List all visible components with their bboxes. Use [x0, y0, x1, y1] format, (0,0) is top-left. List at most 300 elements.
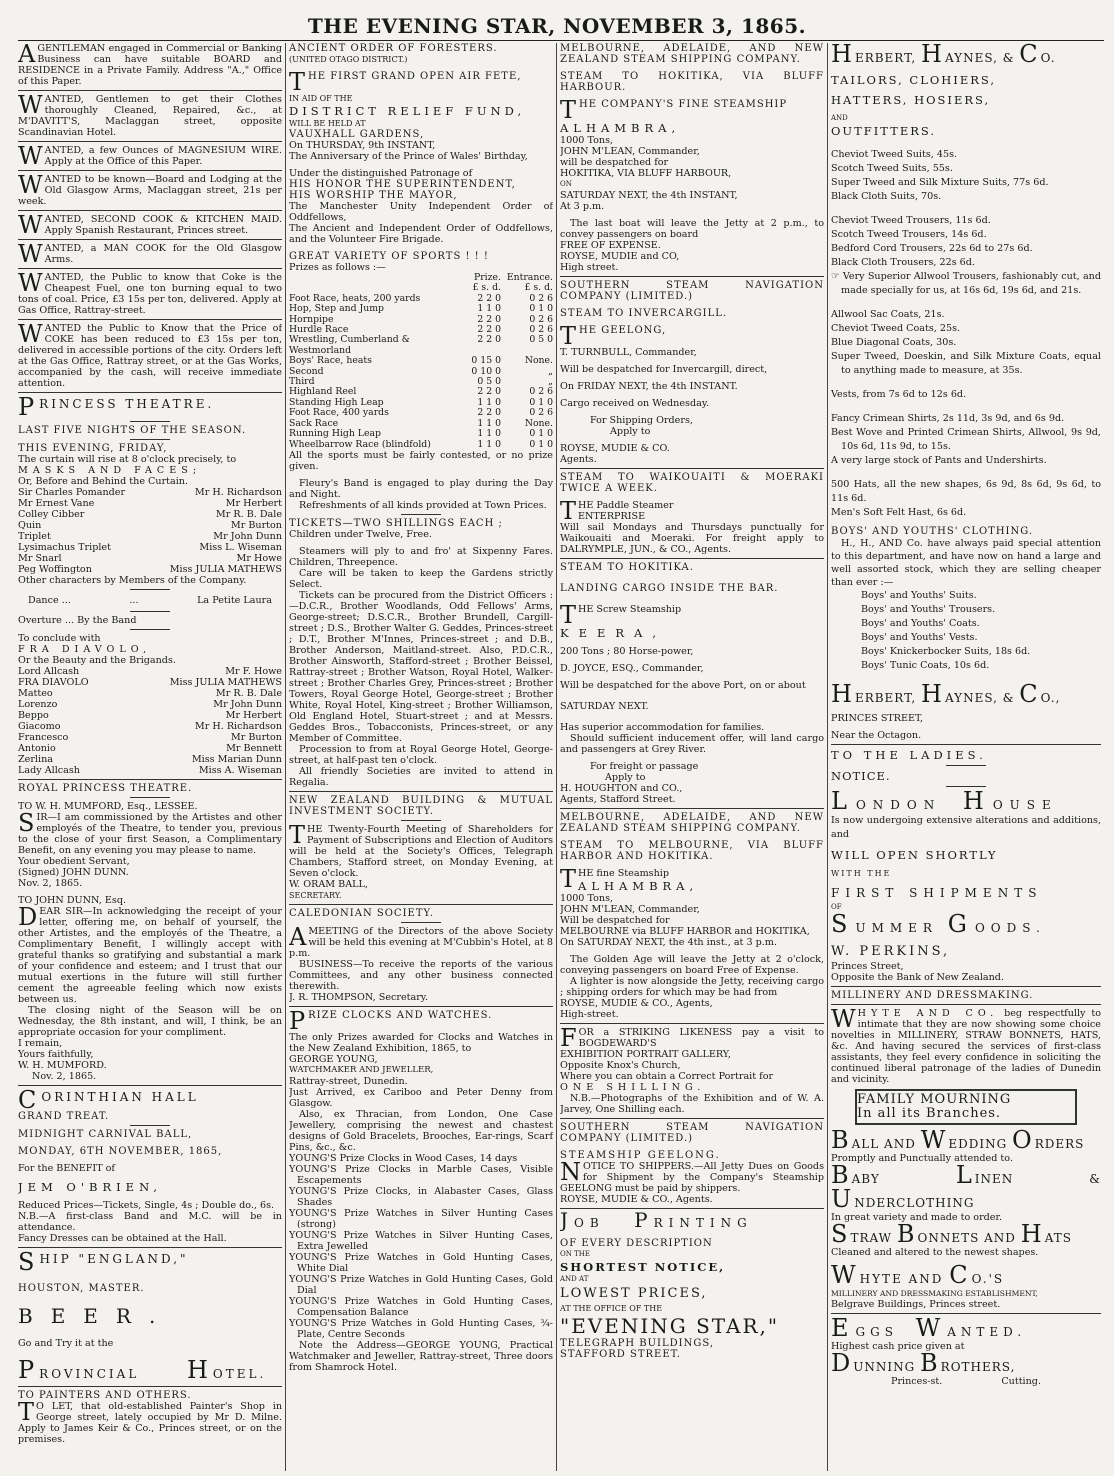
cast-row [18, 531, 282, 542]
hh-near: Near the Octagon. [831, 730, 922, 741]
cast-row [18, 564, 282, 575]
cast-role: Quin [18, 520, 42, 531]
theatre-play: MASKS AND FACES; [18, 465, 202, 476]
baby-word-1: ABY [851, 1172, 880, 1186]
hh-word-2: AYNES, & [944, 51, 1015, 65]
hokitika-ship: HE Screw Steamship [578, 604, 682, 615]
royal-remain: I remain, [18, 1038, 63, 1049]
cast-actor: Mr F. Howe [225, 666, 282, 677]
foresters-subtitle: (UNITED OTAGO DISTRICT.) [289, 55, 408, 64]
ladies-open: WILL OPEN SHORTLY [831, 848, 998, 862]
drop-cap: T [560, 497, 577, 525]
hh-street: PRINCES STREET, [831, 713, 924, 724]
foresters-fete: HE FIRST GRAND OPEN AIR FETE, [308, 71, 522, 82]
southern1-despatched: Will be despatched for Invercargill, direct, [560, 364, 768, 375]
drop-cap: W [18, 171, 43, 199]
entrance-units: £ s. d. [524, 282, 553, 294]
divider [18, 392, 282, 393]
hh-foot-word-1: ERBERT, [854, 691, 917, 705]
box-line-2: In all its Branches. [857, 1106, 1002, 1121]
divider [560, 468, 824, 469]
melb1-title: MELBOURNE, ADELAIDE, AND NEW ZEALAND STEAM SHIPPING COMPANY. [560, 43, 824, 65]
melb2-despatched: Will be despatched for [560, 915, 670, 926]
entrance-value: „ [548, 365, 553, 377]
prize-column-header: Prize. [473, 272, 501, 283]
cast-row [18, 542, 282, 553]
drop-cap: W [831, 1005, 856, 1033]
event-name: Hornpipe [289, 313, 334, 325]
theatre-curtain: The curtain will rise at 8 o'clock precisely, to [18, 454, 237, 465]
hh-foot-word-3: O., [1040, 691, 1061, 705]
melb2-date: On SATURDAY NEXT, the 4th inst., at 3 p.m. [560, 937, 777, 948]
waikouaiti-name: ENTERPRISE [578, 511, 646, 522]
event-name: Running High Leap [289, 428, 381, 440]
drop-cap: D [18, 903, 38, 931]
prize-row [289, 367, 553, 377]
ad-likeness [560, 1024, 824, 1115]
event-name: Highland Reel [289, 386, 357, 398]
hokitika-title: STEAM TO HOKITIKA. [560, 562, 694, 573]
ad-corinthian-hall [18, 1086, 282, 1244]
ladies-word-4: OODS. [974, 921, 1046, 935]
drop-cap: C [18, 1086, 40, 1114]
drop-cap: W [18, 142, 43, 170]
sports-heading: GREAT VARIETY OF SPORTS ! ! ! [289, 251, 489, 262]
cast-actor: Miss L. Wiseman [199, 542, 282, 553]
straw-word-1: TRAW [850, 1231, 893, 1245]
boys-title: BOYS' AND YOUTHS' CLOTHING. [831, 526, 1034, 537]
cast-row [18, 498, 282, 509]
cast-role: Lorenzo [18, 699, 58, 710]
theatre-play-2-subtitle: Or the Beauty and the Brigands. [18, 655, 176, 666]
cast-actor: Mr R. B. Dale [215, 509, 282, 520]
likeness-opposite: Opposite Knox's Church, [560, 1060, 681, 1071]
short-rule [130, 797, 170, 798]
ad-text: ANTED, the Public to know that Coke is the Cheapest Fuel, one ton burning equal to two tons of coal. Price, £3 15s per ton, delivered. Apply at Gas Office, Rattray-street. [18, 272, 282, 316]
foresters-venue: VAUXHALL GARDENS, [289, 129, 425, 140]
ad-whyte-and-co [831, 990, 1101, 1310]
melb1-ship: ALHAMBRA, [560, 121, 681, 135]
hokitika-date: SATURDAY NEXT. [560, 701, 649, 712]
column-3 [560, 43, 824, 1471]
cast-role: Mr Ernest Vane [18, 498, 95, 509]
cast-actor: Mr Burton [230, 732, 282, 743]
spacer [18, 1294, 282, 1304]
melb1-route: STEAM TO HOKITIKA, VIA BLUFF HARBOUR. [560, 71, 824, 93]
corinthian-fancy: Fancy Dresses can be obtained at the Hall. [18, 1233, 227, 1244]
waikouaiti-body: Will sail Mondays and Thursdays punctually for Waikouaiti and Moeraki. For freight apply to DALRYMPLE, JUN., & CO., Agents. [560, 522, 824, 555]
hokitika-freight: For freight or passage [590, 761, 699, 772]
short-rule [130, 611, 170, 612]
straw-sub: Cleaned and altered to the newest shapes. [831, 1247, 1039, 1258]
price-item: Scotch Tweed Suits, 55s. [831, 163, 953, 174]
divider [831, 1313, 1101, 1314]
ball-word-3: RDERS [1034, 1137, 1085, 1151]
melb2-agent-street: High-street. [560, 1009, 619, 1020]
cast-row [18, 666, 282, 677]
event-name: Standing High Leap [289, 396, 384, 408]
prize-value: 2 2 0 [477, 334, 501, 346]
ball-word-1: ALL AND [851, 1137, 916, 1151]
ad-text: ANTED the Public to Know that the Price of COKE has been reduced to £3 15s per ton, delivered in accessible portions of the city. Orders left at the Gas Office, Rattray street, or at the Gas Works, accompanied by the cash, will receive immediate attention. [18, 323, 282, 389]
drop-cap: D [831, 1349, 852, 1377]
southern1-cargo: Cargo received on Wednesday. [560, 398, 710, 409]
price-item: Best Wove and Printed Crimean Shirts, Allwool, 9s 9d, 10s 6d, 11s 9d, to 15s. [831, 427, 1101, 452]
drop-cap: H [186, 1356, 211, 1384]
southern1-apply: Apply to [610, 426, 651, 437]
ad-text: ANTED to be known—Board and Lodging at the Old Glasgow Arms, Maclaggan street, 21s per week. [18, 174, 282, 207]
ad-coke-1 [18, 269, 282, 316]
spacer [831, 204, 1101, 214]
caledonian-title: CALEDONIAN SOCIETY. [289, 907, 434, 919]
spacer [831, 673, 1101, 683]
melb2-agent: ROYSE, MUDIE & CO., Agents, [560, 998, 713, 1009]
dance-label: Dance ... [28, 595, 71, 606]
spacer [18, 1328, 282, 1338]
melb1-boat: The last boat will leave the Jetty at 2 p.m., to convey passengers on board [560, 218, 824, 240]
clocks-arrived: Just Arrived, ex Cariboo and Peter Denny from Glasgow. [289, 1086, 553, 1109]
cast-actor: Miss A. Wiseman [198, 765, 282, 776]
cast-row [18, 688, 282, 699]
printing-on: ON THE [560, 1250, 590, 1258]
clock-item: YOUNG'S Prize Watches in Gold Hunting Cases, ¾-Plate, Centre Seconds [289, 1317, 553, 1340]
drop-cap: W [915, 1314, 946, 1342]
nzbuilding-role: SECRETARY. [289, 890, 342, 900]
refresh-note: Refreshments of all kinds provided at Town Prices. [299, 499, 547, 511]
ad-wanted-cook [18, 211, 282, 239]
nzbuilding-body: HE Twenty-Fourth Meeting of Shareholders for Payment of Subscriptions and Election of Auditors will be held at the Society's Offices, Telegraph Chambers, Stafford street, on Monday Evening, at Seven o'clock. [289, 823, 553, 879]
ladies-title: TO THE LADIES. [831, 748, 987, 762]
entrance-value: 0 1 0 [529, 438, 553, 450]
whyte-establishment: MILLINERY AND DRESSMAKING ESTABLISHMENT, [831, 1289, 1038, 1298]
hh-line-4: OUTFITTERS. [831, 124, 937, 138]
drop-cap: S [18, 809, 35, 837]
prize-rows [289, 294, 553, 450]
drop-cap: T [560, 322, 578, 350]
drop-cap: U [831, 1185, 853, 1213]
drop-cap: H [921, 43, 943, 68]
melb1-date: SATURDAY NEXT, the 4th INSTANT, [560, 190, 738, 201]
prize-value: 1 1 0 [477, 428, 501, 440]
theatre-title: RINCESS THEATRE. [39, 397, 215, 411]
hokitika-agent: H. HOUGHTON and CO., [560, 783, 683, 794]
overture-line: Overture ... By the Band [18, 615, 137, 626]
drop-cap: W [18, 211, 43, 239]
event-name: Wheelbarrow Race (blindfold) [289, 438, 431, 450]
hokitika-commander: D. JOYCE, ESQ., Commander, [560, 663, 704, 674]
drop-cap: H [831, 43, 853, 68]
event-name: Boys' Race, heats [289, 355, 372, 367]
drop-cap: H [921, 680, 943, 708]
ad-wanted-board [18, 171, 282, 207]
vests-line: Vests, from 7s 6d to 12s 6d. [831, 389, 967, 400]
likeness-body: OR a STRIKING LIKENESS pay a visit to BOGDEWARD'S [578, 1027, 824, 1049]
price-item: Bedford Cord Trousers, 22s 6d to 27s 6d. [831, 243, 1033, 254]
ad-eggs-wanted [831, 1314, 1101, 1387]
melb2-destination: MELBOURNE via BLUFF HARBOR and HOKITIKA, [560, 926, 810, 937]
procure-note: Tickets can be procured from the District Officers :—D.C.R., Brother Woodlands, Odd Fellows' Arms, George-street; D.S.C.R., Brother Brundell, Cargill-street ; D.S., Brother Walter G. Geddes, Princes-street ; D.T., Brother M'Innes, Princes-street ; and D.B., Brother Anderson, Maitland-street. Also, P.D.C.R., Brother Ainsworth, Stafford-street ; Brother Beissel, Rattray-street ; Brother Watson, Royal Hotel, Walker-street ; Brother Charles Grey, Princes-street ; Brother Towers, Royal George Hotel, George-street ; Brother White, Royal Hotel, King-street ; Brother Williamson, Old England Hotel, Stuart-street ; and at Messrs. Geddes Bros., Tobacconists, Princes-street, or any Member of Committee. [289, 589, 553, 744]
clock-item: YOUNG'S Prize Clocks, in Alabaster Cases, Glass Shades [289, 1185, 553, 1208]
hh-word-1: ERBERT, [854, 51, 917, 65]
eggs-word-4: ROTHERS, [940, 1360, 1016, 1374]
baby-word-2: INEN & [974, 1172, 1101, 1186]
sports-fair: All the sports must be fairly contested, or no prize given. [289, 449, 553, 472]
column-divider [285, 43, 286, 1471]
clock-item: YOUNG'S Prize Watches in Gold Hunting Cases, Gold Dial [289, 1273, 553, 1296]
melb1-despatched: will be despatched for [560, 157, 669, 168]
divider [18, 1085, 282, 1086]
cast-list-2 [18, 666, 282, 776]
divider [18, 1386, 282, 1387]
boys-item: Boys' Tunic Coats, 10s 6d. [861, 660, 990, 671]
prizes-heading: Prizes as follows :— [289, 262, 386, 273]
eggs-price: Highest cash price given at [831, 1341, 965, 1352]
cast-actor: Mr John Dunn [213, 531, 282, 542]
divider [560, 558, 824, 559]
price-item: Super Tweed, Doeskin, and Silk Mixture Coats, equal to anything made to measure, at 35s. [831, 351, 1101, 376]
cast-row [18, 710, 282, 721]
event-name: Foot Race, heats, 200 yards [289, 292, 421, 304]
drop-cap: T [560, 96, 578, 124]
divider [560, 1208, 824, 1209]
cast-role: Peg Woffington [18, 564, 92, 575]
ad-princess-theatre [18, 393, 282, 776]
spacer [560, 712, 824, 722]
price-item: A very large stock of Pants and Undershirts. [831, 455, 1047, 466]
column-2 [289, 43, 553, 1471]
tickets-line: TICKETS—TWO SHILLINGS EACH ; [289, 517, 503, 529]
drop-cap: F [560, 1024, 577, 1052]
ad-text: GENTLEMAN engaged in Commercial or Banking Business can have suitable BOARD and RESIDENCE in a Private Family. Address "A.," Office of this Paper. [18, 43, 282, 87]
theatre-play-2: FRA DIAVOLO, [18, 644, 152, 655]
cast-actor: Mr John Dunn [213, 699, 282, 710]
hh-line-1: TAILORS, CLOHIERS, [831, 73, 997, 87]
hotel-word-1: ROVINCIAL [39, 1367, 140, 1381]
caledonian-signature: J. R. THOMPSON, Secretary. [289, 991, 428, 1003]
cast-actor: Mr Herbert [225, 710, 282, 721]
whyte-head: HYTE AND CO. [857, 1008, 999, 1019]
prize-value: 0 5 0 [477, 376, 501, 388]
printing-office: AT THE OFFICE OF THE [560, 1304, 663, 1313]
spacer [831, 298, 1101, 308]
clock-item: YOUNG'S Prize Clocks in Marble Cases, Visible Escapements [289, 1163, 553, 1186]
prize-units: £ s. d. [472, 282, 501, 294]
southern1-agent: ROYSE, MUDIE & CO. [560, 443, 670, 454]
clock-item: YOUNG'S Prize Watches in Gold Hunting Cases, White Dial [289, 1251, 553, 1274]
cast-list [18, 487, 282, 575]
ladies-word-3: UMMER [855, 921, 938, 935]
entrance-value: 0 5 0 [529, 334, 553, 346]
price-item: Scotch Tweed Trousers, 14s 6d. [831, 229, 987, 240]
entrance-column-header: Entrance. [506, 272, 553, 283]
boys-item: Boys' and Youths' Vests. [861, 632, 978, 643]
drop-cap: A [18, 43, 36, 68]
printing-word-2: RINTING [653, 1216, 753, 1230]
caledonian-body: MEETING of the Directors of the above Society will be held this evening at M'Cubbin's Hotel, at 8 p.m. [289, 925, 553, 959]
southern2-ship: STEAMSHIP GEELONG. [560, 1150, 721, 1161]
cast-role: Triplet [18, 531, 51, 542]
straw-word-3: ATS [1044, 1231, 1072, 1245]
likeness-price: ONE SHILLING. [560, 1082, 706, 1093]
cast-actor: Miss Marian Dunn [191, 754, 282, 765]
short-rule [130, 1125, 170, 1126]
children-line: Children under Twelve, Free. [289, 528, 432, 540]
ladies-of: OF [831, 903, 842, 911]
printing-and: AND AT [560, 1275, 589, 1283]
foresters-title: ANCIENT ORDER OF FORESTERS. [289, 43, 498, 54]
ship-master: HOUSTON, MASTER. [18, 1283, 145, 1294]
melb2-fine: HE fine Steamship [578, 868, 669, 879]
cast-role: Lady Allcash [18, 765, 80, 776]
drop-cap: C [1019, 680, 1039, 708]
ship-go: Go and Try it at the [18, 1338, 114, 1349]
clock-item: YOUNG'S Prize Clocks in Wood Cases, 14 days [289, 1152, 518, 1164]
prize-table [289, 273, 553, 450]
boys-item: Boys' Knickerbocker Suits, 18s 6d. [861, 646, 1031, 657]
boys-body: H., H., AND Co. have always paid special attention to this department, and have now on hand a large and well assorted stock, which they are selling cheaper than ever :— [831, 538, 1101, 588]
column-4 [831, 43, 1101, 1471]
divider [18, 90, 282, 91]
cast-role: Giacomo [18, 721, 61, 732]
cast-role: Lord Allcash [18, 666, 80, 677]
prize-value: 2 2 0 [477, 313, 501, 325]
price-item: ☞ Very Superior Allwool Trousers, fashionably cut, and made specially for us, at 16s 6d, 19s 6d, and 21s. [831, 271, 1101, 296]
eggs-word-1: GGS [855, 1325, 898, 1339]
cast-actor: Mr Herbert [225, 498, 282, 509]
boys-item: Boys' and Youths' Trousers. [861, 604, 996, 615]
royal-to-2: TO JOHN DUNN, Esq. [18, 895, 127, 906]
divider [831, 1004, 1101, 1005]
prize-value: 1 1 0 [477, 303, 501, 315]
cast-row [18, 699, 282, 710]
drop-cap: W [18, 240, 43, 268]
masthead-rule [18, 40, 1104, 41]
event-name: Third [289, 376, 315, 388]
cast-role: Lysimachus Triplet [18, 542, 111, 553]
clock-item: YOUNG'S Prize Watches in Gold Hunting Cases, Compensation Balance [289, 1295, 553, 1318]
drop-cap: T [560, 601, 577, 629]
hats-line: 500 Hats, all the new shapes, 6s 9d, 8s 6d, 9s 6d, to 11s 6d. [831, 479, 1101, 504]
printing-lowest: LOWEST PRICES, [560, 1286, 708, 1301]
prize-value: 2 2 0 [477, 386, 501, 398]
prize-row [289, 335, 553, 356]
short-rule [401, 514, 441, 515]
drop-cap: T [560, 865, 577, 893]
hh-word-3: O. [1040, 51, 1056, 65]
whyte-buildings: Belgrave Buildings, Princes street. [831, 1299, 1001, 1310]
clock-item: YOUNG'S Prize Watches in Silver Hunting Cases, Extra Jewelled [289, 1229, 553, 1252]
cast-role: Sir Charles Pomander [18, 487, 126, 498]
theatre-play-subtitle: Or, Before and Behind the Curtain. [18, 476, 189, 487]
eggs-word-2: ANTED. [947, 1325, 1027, 1339]
drop-cap: L [955, 1161, 973, 1189]
hokitika-name: KEERA, [560, 626, 666, 640]
drop-cap: C [1019, 43, 1039, 68]
corinthian-name: JEM O'BRIEN, [18, 1180, 163, 1194]
southern2-agent: ROYSE, MUDIE & CO., Agents. [560, 1194, 713, 1205]
band-note: Fleury's Band is engaged to play during the Day and Night. [289, 477, 553, 500]
coats-list [831, 308, 1101, 378]
drop-cap: B [831, 1161, 850, 1189]
entrance-value: 0 1 0 [529, 428, 553, 440]
printing-street: STAFFORD STREET. [560, 1349, 682, 1360]
melb2-route: STEAM TO MELBOURNE, VIA BLUFF HARBOR AND HOKITIKA. [560, 840, 824, 862]
short-rule [946, 765, 986, 766]
royal-yours: Yours faithfully, [18, 1049, 94, 1060]
southern1-date: On FRIDAY NEXT, the 4th INSTANT. [560, 381, 738, 392]
ad-hokitika [560, 562, 824, 805]
divider [560, 808, 824, 809]
cast-row [18, 743, 282, 754]
melb1-commander: JOHN M'LEAN, Commander, [560, 146, 700, 157]
hh-foot-word-2: AYNES, & [944, 691, 1015, 705]
hh-line-2: HATTERS, HOSIERS, [831, 93, 991, 107]
drop-cap: S [18, 1248, 38, 1276]
divider [289, 791, 553, 792]
drop-cap: H [1020, 1220, 1043, 1248]
cast-row [18, 765, 282, 776]
cast-role: Matteo [18, 688, 53, 699]
southern1-ship: HE GEELONG, [579, 325, 667, 336]
theatre-subtitle: LAST FIVE NIGHTS OF THE SEASON. [18, 425, 247, 436]
price-item: Black Cloth Trousers, 22s 6d. [831, 257, 975, 268]
price-item: Blue Diagonal Coats, 30s. [831, 337, 957, 348]
boys-item: Boys' and Youths' Coats. [861, 618, 980, 629]
clocks-name: GEORGE YOUNG, [289, 1053, 378, 1065]
ad-herbert-haynes [831, 43, 1101, 741]
southern2-body: OTICE TO SHIPPERS.—All Jetty Dues on Goods for Shipment by the Company's Steamship GEELONG must be paid by shippers. [560, 1161, 824, 1194]
printing-buildings: TELEGRAPH BUILDINGS, [560, 1338, 715, 1349]
straw-word-2: ONNETS AND [917, 1231, 1016, 1245]
whyte-foot-word-1: HYTE AND [859, 1272, 944, 1286]
short-rule [401, 820, 441, 821]
clock-items [289, 1153, 553, 1340]
hokitika-landing: LANDING CARGO INSIDE THE BAR. [560, 583, 779, 594]
cast-row [18, 732, 282, 743]
royal-body-2: EAR SIR—In acknowledging the receipt of your letter, offering me, on behalf of yourself, the other Artistes, and the employés of the Theatre, a Complimentary Benefit, I willingly accept with grateful thanks so gratifying and substantial a mark of your confidence and esteem; and I trust that our mutual exertions in the future will still further cement the agreeable feeling which now exists between us. [18, 906, 282, 1005]
divider [18, 170, 282, 171]
ad-southern-1 [560, 280, 824, 465]
baby-sub: In great variety and made to order. [831, 1212, 1003, 1223]
drop-cap: T [289, 820, 306, 849]
cast-actor: Miss JULIA MATHEWS [169, 677, 282, 688]
drop-cap: N [560, 1158, 581, 1186]
cast-row [18, 520, 282, 531]
likeness-gallery: EXHIBITION PORTRAIT GALLERY, [560, 1049, 731, 1060]
prize-value: 1 1 0 [477, 396, 501, 408]
patron-3: The Manchester Unity Independent Order of Oddfellows, [289, 201, 553, 223]
boys-list [831, 589, 1101, 673]
drop-cap: J [560, 1208, 575, 1232]
short-rule [130, 629, 170, 630]
care-note: Care will be taken to keep the Gardens strictly Select. [289, 567, 553, 590]
divider [18, 268, 282, 269]
printing-word-1: OB [574, 1216, 605, 1230]
entrance-value: 0 1 0 [529, 303, 553, 315]
spacer [560, 594, 824, 604]
ladies-notice: NOTICE. [831, 769, 891, 783]
drop-cap: B [896, 1220, 916, 1248]
drop-cap: E [831, 1314, 854, 1342]
divider [18, 319, 282, 320]
whyte-foot-word-2: O.'S [971, 1272, 1005, 1286]
corinthian-nb: N.B.—A first-class Band and M.C. will be in attendance. [18, 1211, 282, 1233]
column-1 [18, 43, 282, 1471]
box-line-1: FAMILY MOURNING [857, 1092, 1012, 1107]
ladies-opposite: Opposite the Bank of New Zealand. [831, 972, 1005, 983]
drop-cap: L [831, 787, 854, 815]
price-item: Allwool Sac Coats, 21s. [831, 309, 945, 320]
